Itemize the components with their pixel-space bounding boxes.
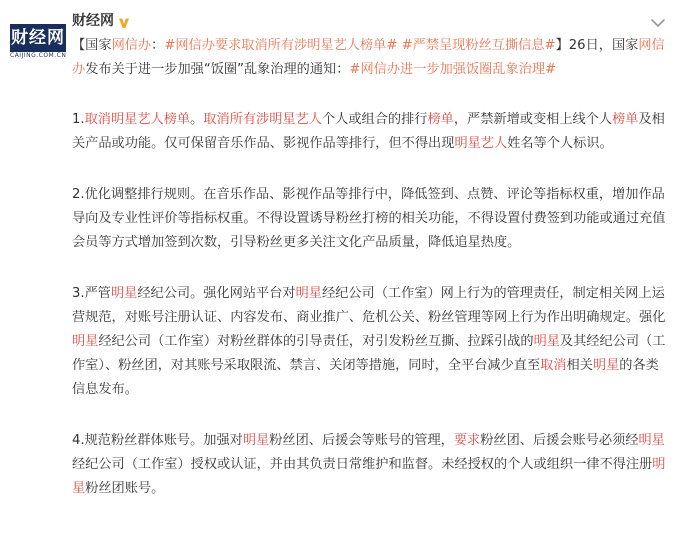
- verified-v-icon: [118, 14, 130, 26]
- highlighted-keyword: 要求: [453, 433, 481, 448]
- paragraph-text: 经纪公司（工作室）授权或认证，并由其负责日常维护和监督。未经授权的个人或组织一律不得注册: [72, 457, 653, 472]
- author-row: [72, 10, 130, 30]
- highlighted-keyword: 取消所有涉明星艺人: [203, 112, 322, 127]
- hashtag-link[interactable]: #严禁呈现粉丝互撕信息#: [401, 38, 556, 53]
- paragraph-text: 及相关产品或功能。仅可保留音乐作品、影视作品等排行，但不得出现: [72, 112, 665, 151]
- author-name[interactable]: 财经网: [72, 13, 114, 29]
- avatar-logo-subtext: CAIJING.COM.CN: [10, 52, 67, 59]
- highlighted-keyword: 明星: [242, 433, 270, 448]
- hashtag-link[interactable]: #网信办进一步加强饭圈乱象治理#: [349, 62, 557, 77]
- avatar-logo-text: 财经网: [10, 24, 66, 52]
- keyword-link[interactable]: 网信办: [72, 38, 665, 77]
- keyword-link[interactable]: 网信办: [111, 38, 152, 53]
- highlighted-keyword: 明星: [110, 286, 138, 301]
- paragraph-text: 粉丝团账号。: [85, 481, 165, 496]
- intro-text: 【国家: [72, 38, 112, 53]
- paragraph-text: 粉丝团、后援会账号必须经: [480, 433, 639, 448]
- highlighted-keyword: 取消: [540, 358, 567, 373]
- highlighted-keyword: 取消明星艺人榜单: [84, 112, 191, 127]
- paragraph-text: 3.严管: [72, 286, 111, 301]
- highlighted-keyword: 明星: [72, 457, 666, 496]
- post-paragraph-1: [72, 108, 672, 156]
- paragraph-text: ，严禁新增或变相上线个人: [453, 112, 613, 127]
- highlighted-keyword: 明星艺人: [454, 136, 508, 151]
- intro-text: 发布关于进一步加强“饭圈”乱象治理的通知：: [85, 62, 350, 77]
- post-paragraph-2: [72, 183, 672, 255]
- paragraph-text: 个人或组合的排行: [321, 112, 428, 127]
- paragraph-text: 相关: [566, 358, 593, 373]
- intro-text: 】26日，国家: [555, 38, 639, 53]
- avatar[interactable]: [10, 24, 66, 60]
- highlighted-keyword: 明星: [638, 433, 665, 448]
- paragraph-text: 4.规范粉丝群体账号。加强对: [72, 433, 243, 448]
- paragraph-text: 姓名等个人标识。: [507, 136, 613, 151]
- paragraph-text: 经纪公司。强化网站平台对: [137, 286, 296, 301]
- post-content: [72, 34, 672, 528]
- highlighted-keyword: 明星: [592, 358, 620, 373]
- paragraph-text: 。: [190, 112, 204, 127]
- paragraph-text: 1.: [72, 112, 85, 127]
- paragraph-text: 经纪公司（工作室）对粉丝群体的引导责任，对引发粉丝互撕、拉踩引战的: [98, 334, 534, 349]
- highlighted-keyword: 明星: [533, 334, 560, 349]
- highlighted-keyword: 榜单: [427, 112, 454, 127]
- highlighted-keyword: 榜单: [612, 112, 639, 127]
- paragraph-text: 经纪公司（工作室）网上行为的管理责任，制定相关网上运营规范，对账号注册认证、内容发布、商业推广、危机公关、粉丝管理等网上行为作出明确规定。强化: [72, 286, 666, 325]
- highlighted-keyword: 明星: [295, 286, 322, 301]
- paragraph-text: 2.优化调整排行规则。在音乐作品、影视作品等排行中，降低签到、点赞、评论等指标权重，增加作品导向及专业性评价等指标权重。不得设置诱导粉丝打榜的相关功能，不得设置付费签到功能或通过充值会员等方式增加签到次数，引导粉丝更多关注文化产品质量，降低追星热度。: [72, 187, 666, 250]
- post-intro: [72, 34, 672, 82]
- intro-text: ：: [151, 38, 165, 53]
- chevron-down-icon[interactable]: [650, 14, 666, 26]
- post-paragraph-4: [72, 429, 672, 501]
- paragraph-text: 粉丝团、后援会等账号的管理，: [269, 433, 454, 448]
- highlighted-keyword: 明星: [72, 334, 99, 349]
- paragraph-text: 及其经纪公司（工作室）、粉丝团，对其账号采取限流、禁言、关闭等措施，同时，全平台减少直至: [72, 334, 666, 373]
- hashtag-link[interactable]: #网信办要求取消所有涉明星艺人榜单#: [164, 38, 398, 53]
- post-paragraph-3: [72, 282, 672, 402]
- paragraph-text: 的各类信息发布。: [72, 358, 659, 397]
